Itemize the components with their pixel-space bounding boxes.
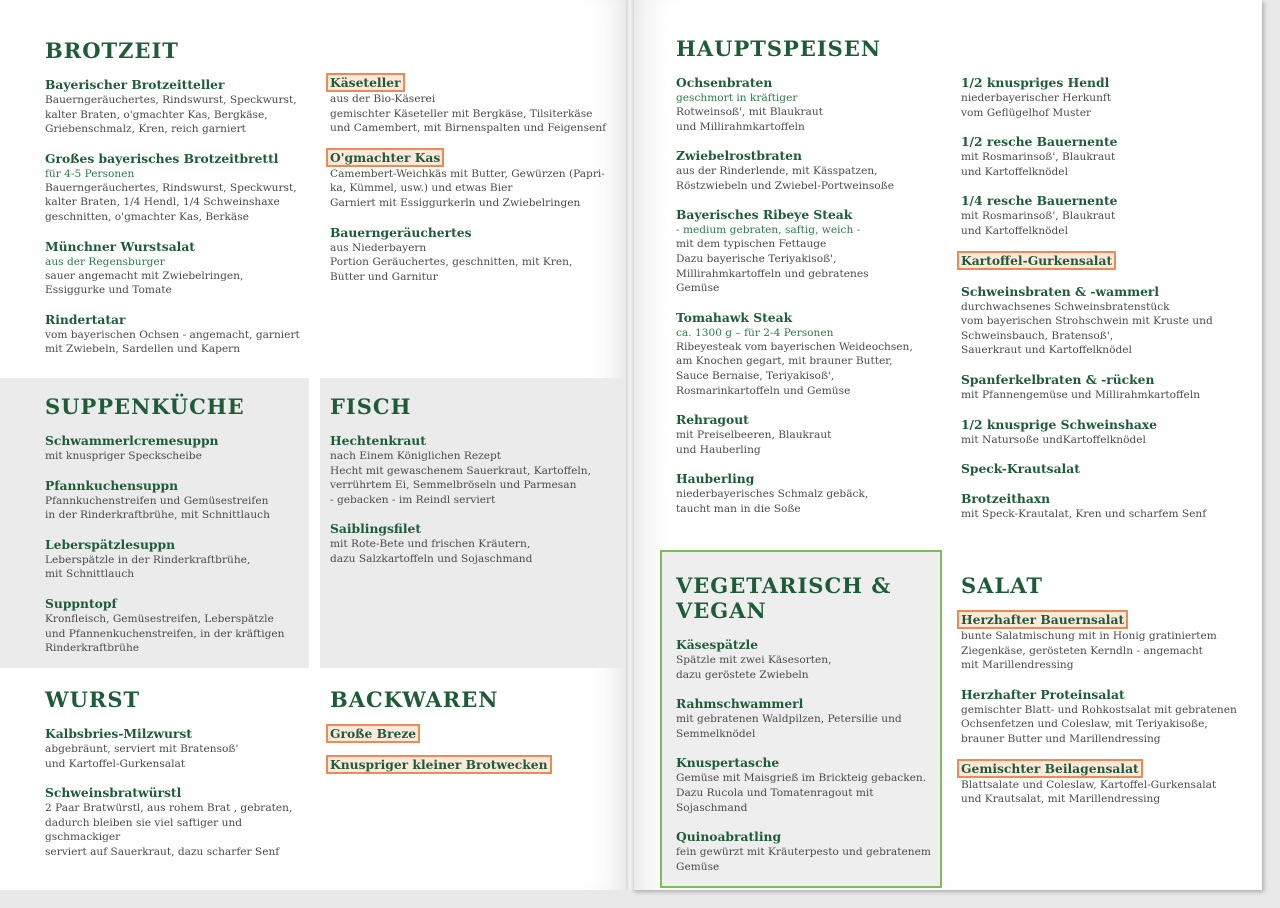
menu-item-description: Spätzle mit zwei Käsesorten, dazu geröstete Zwiebeln bbox=[676, 654, 832, 681]
section-title: SUPPENKÜCHE bbox=[45, 394, 245, 419]
menu-item bbox=[961, 250, 1251, 270]
menu-list bbox=[45, 430, 305, 656]
menu-item-name: 1/2 knusprige Schweinshaxe bbox=[961, 416, 1157, 432]
menu-item bbox=[45, 723, 315, 771]
section-title: FISCH bbox=[330, 394, 412, 419]
book-gutter bbox=[626, 0, 634, 890]
menu-item-description: Camembert-Weichkäs mit Butter, Gewürzen (Papri- ka, Kümmel, usw.) und etwas Bier Garniert mit Essiggurkerln und Zwiebelringen bbox=[330, 167, 605, 209]
menu-item-description: abgebräunt, serviert mit Bratensoß' und Kartoffel-Gurkensalat bbox=[45, 743, 239, 770]
menu-item-name: Bayerischer Brotzeitteller bbox=[45, 77, 225, 92]
menu-list bbox=[330, 72, 610, 284]
menu-item bbox=[961, 281, 1251, 358]
menu-item bbox=[45, 309, 315, 357]
menu-item-name: Ochsenbraten bbox=[676, 75, 773, 90]
menu-item bbox=[961, 414, 1251, 448]
menu-item-name: Spanferkelbraten & -rücken bbox=[961, 371, 1155, 387]
menu-list bbox=[330, 430, 615, 567]
menu-item bbox=[676, 307, 946, 398]
menu-item bbox=[676, 409, 946, 457]
menu-item-subtitle: aus der Regensburger bbox=[45, 255, 165, 268]
section-title: WURST bbox=[45, 687, 141, 712]
menu-item bbox=[330, 518, 615, 566]
menu-item-description: mit dem typischen Fettauge Dazu bayerische Teriyakisoß', Millirahmkartoffeln und gebratenes Gemüse bbox=[676, 238, 869, 295]
menu-item-description: mit Rosmarinsoß', Blaukraut und Kartoffelknödel bbox=[961, 151, 1116, 178]
menu-item-subtitle: für 4-5 Personen bbox=[45, 167, 135, 180]
menu-item-description: mit gebratenen Waldpilzen, Petersilie und Semmelknödel bbox=[676, 713, 902, 740]
menu-item-description: mit knuspriger Speckscheibe bbox=[45, 450, 202, 462]
menu-item bbox=[676, 693, 938, 741]
menu-item bbox=[45, 534, 305, 582]
menu-item-description: aus der Rinderlende, mit Kässpatzen, Röstzwiebeln und Zwiebel-Portweinsoße bbox=[676, 165, 894, 192]
menu-item bbox=[676, 468, 946, 516]
menu-item-name-highlighted: Gemischter Beilagensalat bbox=[957, 759, 1143, 778]
menu-item-description: sauer angemacht mit Zwiebelringen, Essiggurke und Tomate bbox=[45, 269, 244, 297]
menu-item-name: Käsespätzle bbox=[676, 637, 759, 652]
menu-item-name: Großes bayerisches Brotzeitbrettl bbox=[45, 150, 279, 166]
menu-item-name: Leberspätzlesuppn bbox=[45, 536, 176, 552]
menu-item-description: mit Rosmarinsoß', Blaukraut und Kartoffelknödel bbox=[961, 210, 1116, 237]
menu-item-name: Schweinsbratwürstl bbox=[45, 785, 182, 801]
menu-item-description: Rotweinsoß', mit Blaukraut und Millirahmkartoffeln bbox=[676, 106, 823, 133]
menu-item-description: Gemüse mit Maisgrieß im Brickteig gebacken. Dazu Rucola und Tomatenragout mit Sojaschmand bbox=[676, 772, 927, 814]
section-wurst bbox=[45, 687, 315, 871]
menu-item-name: Rahmschwammerl bbox=[676, 696, 804, 712]
menu-item-description: Kronfleisch, Gemüsestreifen, Leberspätzle und Pfannenkuchenstreifen, in der kräftigen Rinderkraftbrühe bbox=[45, 612, 285, 655]
menu-item bbox=[330, 430, 615, 507]
menu-item bbox=[961, 758, 1251, 807]
menu-item-description: mit Preiselbeeren, Blaukraut und Hauberling bbox=[676, 429, 832, 456]
menu-item-description: bunte Salatmischung mit in Honig gratiniertem Ziegenkäse, gerösteten Kerndln - angemacht mit Marillendressing bbox=[961, 630, 1217, 672]
menu-item-description: mit Speck-Krautalat, Kren und scharfem Senf bbox=[961, 508, 1207, 521]
menu-item-description: vom bayerischen Ochsen - angemacht, garniert mit Zwiebeln, Sardellen und Kapern bbox=[45, 328, 300, 356]
menu-item-name: 1/4 resche Bauernente bbox=[961, 193, 1118, 209]
menu-item-description: aus der Bio-Käserei gemischter Käseteller mit Bergkäse, Tilsiterkäse und Camembert, mit Birnenspalten und Feigensenf bbox=[330, 93, 607, 135]
menu-item-name: Schwammerlcremesuppn bbox=[45, 433, 219, 448]
menu-item-name: 1/2 knuspriges Hendl bbox=[961, 75, 1110, 90]
menu-item bbox=[676, 826, 938, 874]
menu-item bbox=[330, 222, 610, 285]
menu-item bbox=[45, 236, 315, 298]
menu-item bbox=[45, 430, 305, 464]
menu-item-name: Suppntopf bbox=[45, 595, 117, 611]
menu-item-name-highlighted: Große Breze bbox=[326, 724, 420, 743]
section-brotzeit bbox=[45, 38, 315, 368]
menu-item-name: Rehragout bbox=[676, 412, 749, 428]
menu-item-name: Kalbsbries-Milzwurst bbox=[45, 726, 192, 741]
section-backwaren bbox=[330, 687, 610, 785]
menu-item-name: Münchner Wurstsalat bbox=[45, 238, 195, 254]
menu-item bbox=[961, 190, 1251, 238]
menu-item-description: nach Einem Königlichen Rezept Hecht mit gewaschenem Sauerkraut, Kartoffeln, verrührtem Ei, Semmelbröseln und Parmesan - gebacken - im Reindl serviert bbox=[330, 450, 591, 506]
section-title: SALAT bbox=[961, 573, 1043, 598]
section-salat bbox=[961, 573, 1251, 818]
menu-item-name-highlighted: Knuspriger kleiner Brotwecken bbox=[326, 755, 552, 774]
menu-item-name: 1/2 resche Bauernente bbox=[961, 134, 1118, 150]
menu-list bbox=[676, 634, 938, 874]
menu-list bbox=[330, 723, 610, 774]
menu-item bbox=[961, 72, 1251, 120]
menu-item-name: Hauberling bbox=[676, 471, 755, 487]
section-brotzeit-col2 bbox=[330, 72, 610, 295]
menu-item-description: Bauerngeräuchertes, Rindswurst, Speckwurst, kalter Braten, 1/4 Hendl, 1/4 Schweinshaxe geschnitten, o'gmachter Kas, Berkäse bbox=[45, 181, 297, 223]
menu-item bbox=[45, 74, 315, 137]
section-fisch bbox=[330, 394, 615, 578]
menu-item-name: Bauerngeräuchertes bbox=[330, 224, 472, 240]
section-vegetarian bbox=[676, 573, 938, 885]
menu-item-name: Schweinsbraten & -wammerl bbox=[961, 283, 1160, 299]
menu-item bbox=[676, 752, 938, 815]
menu-item-description: niederbayerischer Herkunft vom Geflügelhof Muster bbox=[961, 92, 1112, 119]
menu-item-name-highlighted: O'gmachter Kas bbox=[326, 148, 444, 167]
menu-list bbox=[676, 72, 946, 517]
menu-item-name: Zwiebelrostbraten bbox=[676, 148, 802, 164]
section-haupt bbox=[676, 36, 946, 528]
menu-item-description: Ribeyesteak vom bayerischen Weideochsen, am Knochen gegart, mit brauner Butter, Sauce Bernaise, Teriyakisoß', Rosmarinkartoffeln und Gemüse bbox=[676, 340, 913, 397]
menu-item-name-highlighted: Kartoffel-Gurkensalat bbox=[957, 251, 1116, 270]
menu-item-description: mit Pfannengemüse und Millirahmkartoffeln bbox=[961, 388, 1201, 401]
section-title: BACKWAREN bbox=[330, 687, 499, 712]
menu-item-name: Tomahawk Steak bbox=[676, 309, 793, 325]
menu-item-subtitle: - medium gebraten, saftig, weich - bbox=[676, 224, 861, 237]
menu-item-name: Hechtenkraut bbox=[330, 433, 426, 448]
menu-item bbox=[961, 131, 1251, 179]
menu-item bbox=[676, 72, 946, 134]
menu-item-name: Rindertatar bbox=[45, 311, 126, 327]
menu-list bbox=[961, 72, 1251, 522]
menu-item bbox=[961, 488, 1251, 522]
menu-item-description: Blattsalate und Coleslaw, Kartoffel-Gurkensalat und Krautsalat, mit Marillendressing bbox=[961, 778, 1217, 806]
section-title: HAUPTSPEISEN bbox=[676, 36, 882, 61]
menu-item bbox=[676, 204, 946, 295]
menu-item-name: Pfannkuchensuppn bbox=[45, 477, 179, 493]
menu-item-description: Bauerngeräuchertes, Rindswurst, Speckwurst, kalter Braten, o'gmachter Kas, Bergkäse, Griebenschmalz, Kren, reich garniert bbox=[45, 94, 297, 136]
menu-item-subtitle: ca. 1300 g – für 2-4 Personen bbox=[676, 326, 834, 339]
menu-item bbox=[961, 684, 1251, 747]
menu-item bbox=[45, 593, 305, 656]
menu-item-name-highlighted: Käseteller bbox=[326, 73, 405, 92]
menu-item bbox=[45, 475, 305, 523]
menu-item bbox=[330, 72, 610, 136]
menu-item-description: niederbayerisches Schmalz gebäck, taucht man in die Soße bbox=[676, 488, 869, 515]
menu-item bbox=[961, 369, 1251, 403]
menu-item-name: Bayerisches Ribeye Steak bbox=[676, 207, 853, 223]
menu-item bbox=[330, 754, 610, 774]
menu-item-name-highlighted: Herzhafter Bauernsalat bbox=[957, 610, 1128, 629]
menu-item-subtitle: geschmort in kräftiger bbox=[676, 92, 798, 104]
menu-list bbox=[45, 74, 315, 357]
menu-item-name: Brotzeithaxn bbox=[961, 491, 1051, 507]
menu-item-description: mit Rote-Bete und frischen Kräutern, dazu Salzkartoffeln und Sojaschmand bbox=[330, 538, 533, 565]
menu-list bbox=[45, 723, 315, 860]
menu-item bbox=[45, 148, 315, 225]
menu-item-description: mit Natursoße undKartoffelknödel bbox=[961, 433, 1146, 446]
menu-item-name: Saiblingsfilet bbox=[330, 521, 422, 537]
menu-item-description: 2 Paar Bratwürstl, aus rohem Brat , gebraten, dadurch bleiben sie viel saftiger und gschmackiger serviert auf Sauerkraut, dazu scharfer Senf bbox=[45, 802, 293, 858]
menu-item-name: Herzhafter Proteinsalat bbox=[961, 686, 1125, 702]
menu-item-description: durchwachsenes Schweinsbratenstück vom bayerischen Strohschwein mit Kruste und Schweinsbauch, Bratensoß', Sauerkraut und Kartoffelknödel bbox=[961, 300, 1213, 357]
menu-item bbox=[961, 458, 1251, 477]
menu-item-name: Quinoabratling bbox=[676, 829, 782, 845]
menu-item bbox=[676, 634, 938, 682]
section-suppen bbox=[45, 394, 305, 667]
section-haupt-col2 bbox=[961, 72, 1251, 533]
menu-item-name: Speck-Krautsalat bbox=[961, 461, 1080, 477]
menu-item bbox=[45, 782, 315, 859]
menu-list bbox=[961, 609, 1251, 807]
menu-item-name: Knuspertasche bbox=[676, 755, 780, 771]
menu-item bbox=[961, 609, 1251, 673]
menu-item bbox=[330, 723, 610, 743]
menu-item-description: gemischter Blatt- und Rohkostsalat mit gebratenen Ochsenfetzen und Coleslaw, mit Teriyakisoße, brauner Butter und Marillendressing bbox=[961, 703, 1237, 745]
menu-item-description: fein gewürzt mit Kräuterpesto und gebratenem Gemüse bbox=[676, 846, 931, 873]
section-title: VEGETARISCH & VEGAN bbox=[676, 573, 892, 623]
menu-item bbox=[676, 145, 946, 193]
menu-item-description: Pfannkuchenstreifen und Gemüsestreifen in der Rinderkraftbrühe, mit Schnittlauch bbox=[45, 494, 270, 522]
menu-item-description: aus Niederbayern Portion Geräuchertes, geschnitten, mit Kren, Butter und Garnitur bbox=[330, 241, 573, 283]
menu-item bbox=[330, 147, 610, 211]
menu-item-description: Leberspätzle in der Rinderkraftbrühe, mit Schnittlauch bbox=[45, 553, 251, 581]
section-title: BROTZEIT bbox=[45, 38, 179, 63]
